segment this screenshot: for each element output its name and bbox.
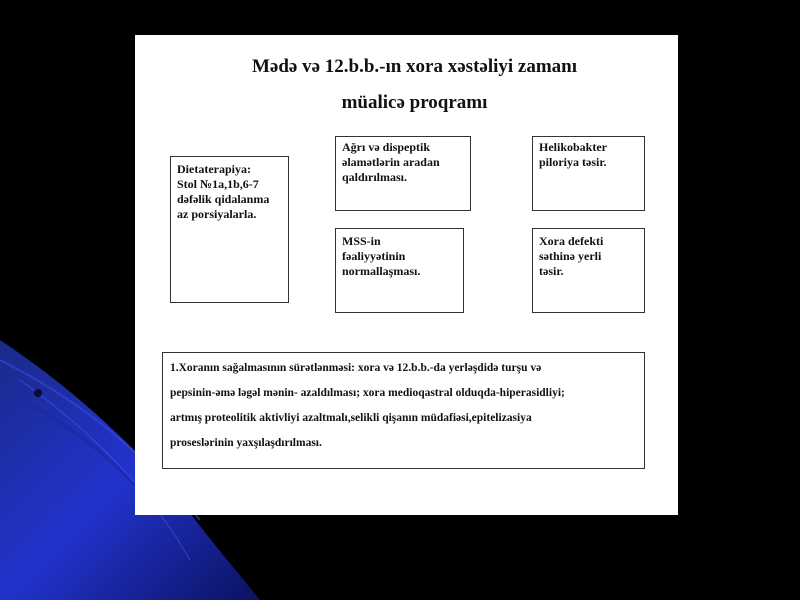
box-line: MSS-in (342, 234, 381, 248)
box-line: pepsinin-əmə ləgəl mənin- azaldılması; xora medioqastral olduqda-hiperasidliyi; (170, 387, 565, 399)
box-line: qaldırılması. (342, 170, 408, 184)
box-line: piloriya təsir. (539, 155, 607, 169)
box-line: səthinə yerli (539, 249, 602, 263)
box-line: 1.Xoranın sağalmasının sürətlənməsi: xora və 12.b.b.-da yerləşdidə turşu və (170, 362, 542, 374)
helicobacter-box (532, 136, 645, 211)
box-line: Helikobakter (539, 140, 607, 154)
slide-title-line2: müalicə proqramı (341, 92, 488, 113)
ulcer-defect-box (532, 228, 645, 313)
box-line: təsir. (539, 264, 564, 278)
box-line: artmış proteolitik aktivliyi azaltmalı,selikli qişanın müdafiəsi,epitelizasiya (170, 412, 532, 424)
box-line: dəfəlik qidalanma (177, 192, 270, 206)
box-line: az porsiyalarla. (177, 207, 257, 221)
box-line: Xora defekti (539, 234, 604, 248)
box-line: Stol №1a,1b,6-7 (177, 177, 259, 191)
box-line: əlamətlərin aradan (342, 155, 440, 169)
box-line: Dietaterapiya: (177, 162, 251, 176)
diet-therapy-box (170, 156, 289, 303)
mss-normalization-box (335, 228, 464, 313)
box-line: proseslərinin yaxşılaşdırılması. (170, 437, 322, 449)
box-line: Ağrı və dispeptik (342, 140, 431, 154)
slide-title-line1: Mədə və 12.b.b.-ın xora xəstəliyi zamanı (251, 56, 578, 77)
box-line: normallaşması. (342, 264, 421, 278)
pain-relief-box (335, 136, 471, 211)
box-line: fəaliyyətinin (342, 249, 406, 263)
ulcer-healing-box (162, 352, 645, 469)
slide-panel (135, 35, 678, 515)
